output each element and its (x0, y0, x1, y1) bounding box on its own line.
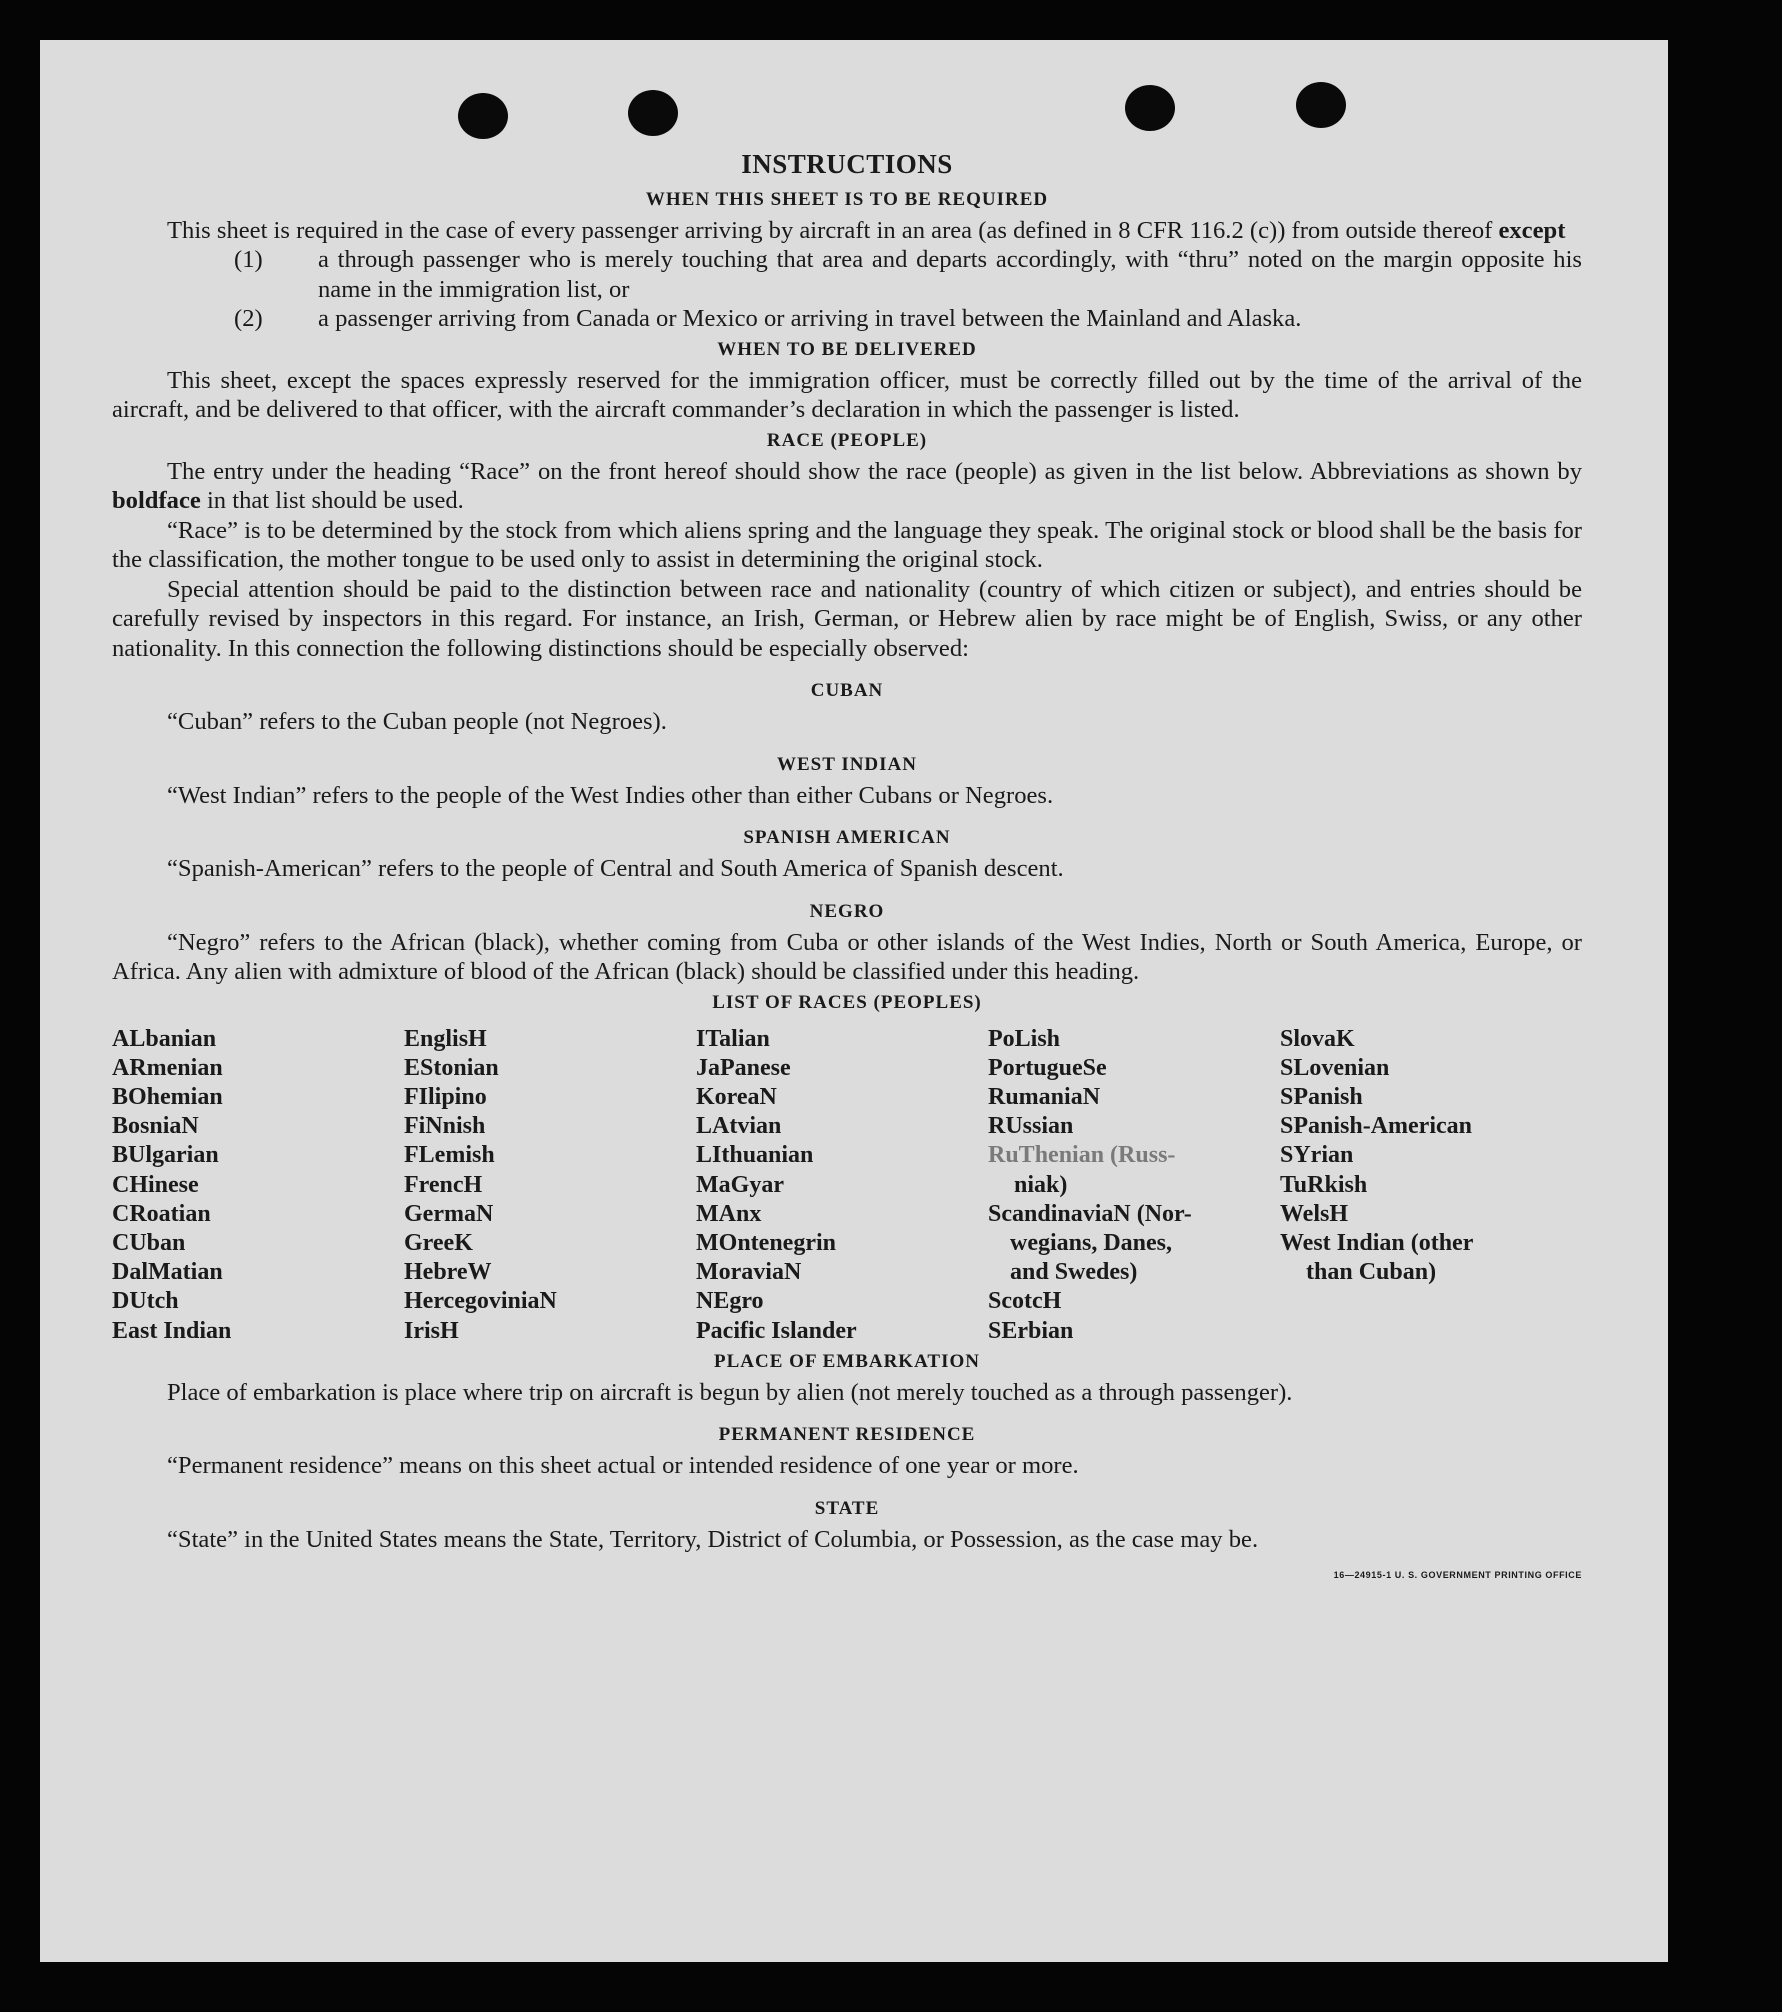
race-entry: EnglisH (404, 1025, 487, 1052)
required-intro: This sheet is required in the case of every passenger arriving by aircraft in an area (as defined in 8 CFR 116.2 (c)) from outside thereof except (167, 216, 1566, 244)
race-entry: RumaniaN (988, 1083, 1101, 1110)
heading-negro: NEGRO (809, 900, 885, 922)
heading-west-indian: WEST INDIAN (777, 753, 917, 775)
page-title: INSTRUCTIONS (741, 149, 953, 179)
race-entry: niak) (1014, 1171, 1068, 1198)
race-entry: DalMatian (112, 1259, 223, 1286)
race-entry: LAtvian (696, 1113, 782, 1140)
race-entry: FIlipino (404, 1083, 487, 1110)
heading-required: WHEN THIS SHEET IS TO BE REQUIRED (645, 188, 1049, 210)
race-entry: ScandinaviaN (Nor- (988, 1200, 1192, 1227)
race-entry: BOhemian (112, 1083, 223, 1110)
race-entry: MoraviaN (696, 1259, 802, 1286)
race-entry: ITalian (696, 1025, 770, 1052)
heading-permanent-residence: PERMANENT RESIDENCE (718, 1424, 976, 1446)
heading-spanish-american: SPANISH AMERICAN (743, 827, 951, 848)
heading-race: RACE (PEOPLE) (766, 429, 928, 451)
race-entry: SLovenian (1280, 1054, 1390, 1081)
heading-delivered: WHEN TO BE DELIVERED (717, 338, 977, 360)
embarkation-text: Place of embarkation is place where trip on aircraft is begun by alien (not merely touched as a through passenger). (167, 1378, 1293, 1406)
race-entry: DUtch (112, 1288, 179, 1315)
race-entry: WelsH (1280, 1200, 1349, 1227)
race-entry: BosniaN (112, 1113, 199, 1140)
race-entry: SPanish-American (1280, 1113, 1472, 1140)
spanish-american-text: “Spanish-American” refers to the people of Central and South America of Spanish descent. (167, 855, 1064, 882)
race-p2: “Race” is to be determined by the stock from which aliens spring and the language they speak. The original stock or blood shall be the basis for the classification, the mother tongue to be used only to assist in determining the original stock. (112, 516, 1582, 573)
race-entry: SPanish (1280, 1083, 1363, 1110)
race-entry: ARmenian (112, 1054, 223, 1081)
race-entry: EStonian (404, 1054, 499, 1081)
heading-list-of-races: LIST OF RACES (PEOPLES) (712, 991, 982, 1013)
document-body (112, 149, 1582, 1580)
punch-hole (1296, 82, 1346, 128)
race-entry: RuThenian (Russ- (988, 1142, 1176, 1169)
punch-hole (458, 93, 508, 139)
heading-state: STATE (814, 1497, 880, 1519)
state-text: “State” in the United States means the State, Territory, District of Columbia, or Possession, as the case may be. (167, 1525, 1259, 1553)
residence-text: “Permanent residence” means on this sheet actual or intended residence of one year or more. (167, 1452, 1079, 1480)
race-entry: ALbanian (112, 1025, 217, 1052)
races-column (696, 1025, 988, 1346)
document-page (40, 40, 1668, 1962)
race-entry: CUban (112, 1229, 186, 1256)
race-entry: MOntenegrin (696, 1229, 836, 1256)
race-p3: Special attention should be paid to the distinction between race and nationality (country of which citizen or subject), and entries should be carefully revised by inspectors in this regard. For instance, an Irish, German, or Hebrew alien by race might be of English, Swiss, or any other nationality. In this connection the following distinctions should be especially observed: (112, 575, 1582, 662)
race-entry: ScotcH (988, 1288, 1062, 1315)
race-entry: CHinese (112, 1171, 199, 1198)
heading-cuban: CUBAN (810, 680, 884, 701)
race-entry: GermaN (404, 1200, 494, 1227)
cuban-text: “Cuban” refers to the Cuban people (not Negroes). (167, 708, 667, 735)
race-entry: MAnx (696, 1200, 762, 1227)
race-entry: NEgro (696, 1288, 764, 1315)
race-entry: HercegoviniaN (404, 1288, 557, 1315)
delivered-text: This sheet, except the spaces expressly reserved for the immigration officer, must be correctly filled out by the time of the arrival of the aircraft, and be delivered to that officer, with the aircraft commander’s declaration in which the passenger is listed. (112, 366, 1582, 423)
races-column (404, 1025, 696, 1346)
race-entry: SErbian (988, 1317, 1074, 1344)
state-block (112, 1525, 1582, 1580)
race-entry: and Swedes) (1010, 1259, 1138, 1286)
negro-text: “Negro” refers to the African (black), whether coming from Cuba or other islands of the West Indies, North or South America, Europe, or Africa. Any alien with admixture of blood of the African (black) should be classified under this heading. (112, 928, 1582, 985)
race-entry: PortugueSe (988, 1054, 1107, 1081)
race-entry: East Indian (112, 1317, 232, 1344)
races-column (1280, 1025, 1572, 1346)
punch-hole (1125, 85, 1175, 131)
races-column (112, 1025, 404, 1346)
list-item: (2) a passenger arriving from Canada or Mexico or arriving in travel between the Mainland and Alaska. (234, 305, 1302, 332)
races-column (988, 1025, 1280, 1346)
race-entry: JaPanese (696, 1054, 791, 1081)
race-entry: MaGyar (696, 1171, 784, 1198)
race-entry: IrisH (404, 1317, 459, 1344)
race-entry: wegians, Danes, (1010, 1229, 1173, 1256)
race-entry: CRoatian (112, 1200, 211, 1227)
race-entry: SYrian (1280, 1142, 1354, 1169)
race-entry: KoreaN (696, 1083, 777, 1110)
race-entry: RUssian (988, 1113, 1074, 1140)
race-p1: The entry under the heading “Race” on the front hereof should show the race (people) as given in the list below. Abbreviations as shown by boldface in that list should be used. (112, 457, 1582, 514)
west-indian-text: “West Indian” refers to the people of the West Indies other than either Cubans or Negroes. (167, 781, 1054, 809)
list-item: (1) a through passenger who is merely touching that area and departs accordingly, with “thru” noted on the margin opposite his name in the immigration list, or (234, 246, 1582, 303)
race-entry: PoLish (988, 1025, 1061, 1052)
race-entry: TuRkish (1280, 1171, 1368, 1198)
printing-office-imprint: 16—24915-1 U. S. GOVERNMENT PRINTING OFFICE (1333, 1569, 1582, 1580)
race-entry: SlovaK (1280, 1025, 1355, 1052)
punch-hole (628, 90, 678, 136)
race-entry: than Cuban) (1306, 1259, 1437, 1286)
race-entry: BUlgarian (112, 1142, 219, 1169)
races-table (112, 1025, 1582, 1346)
race-entry: Pacific Islander (696, 1317, 857, 1344)
race-entry: GreeK (404, 1229, 473, 1256)
race-entry: West Indian (other (1280, 1229, 1474, 1256)
race-entry: HebreW (404, 1259, 492, 1286)
race-entry: FLemish (404, 1142, 495, 1169)
heading-embarkation: PLACE OF EMBARKATION (714, 1350, 980, 1372)
race-entry: FiNnish (404, 1113, 486, 1140)
race-entry: FrencH (404, 1171, 483, 1198)
race-entry: LIthuanian (696, 1142, 814, 1169)
